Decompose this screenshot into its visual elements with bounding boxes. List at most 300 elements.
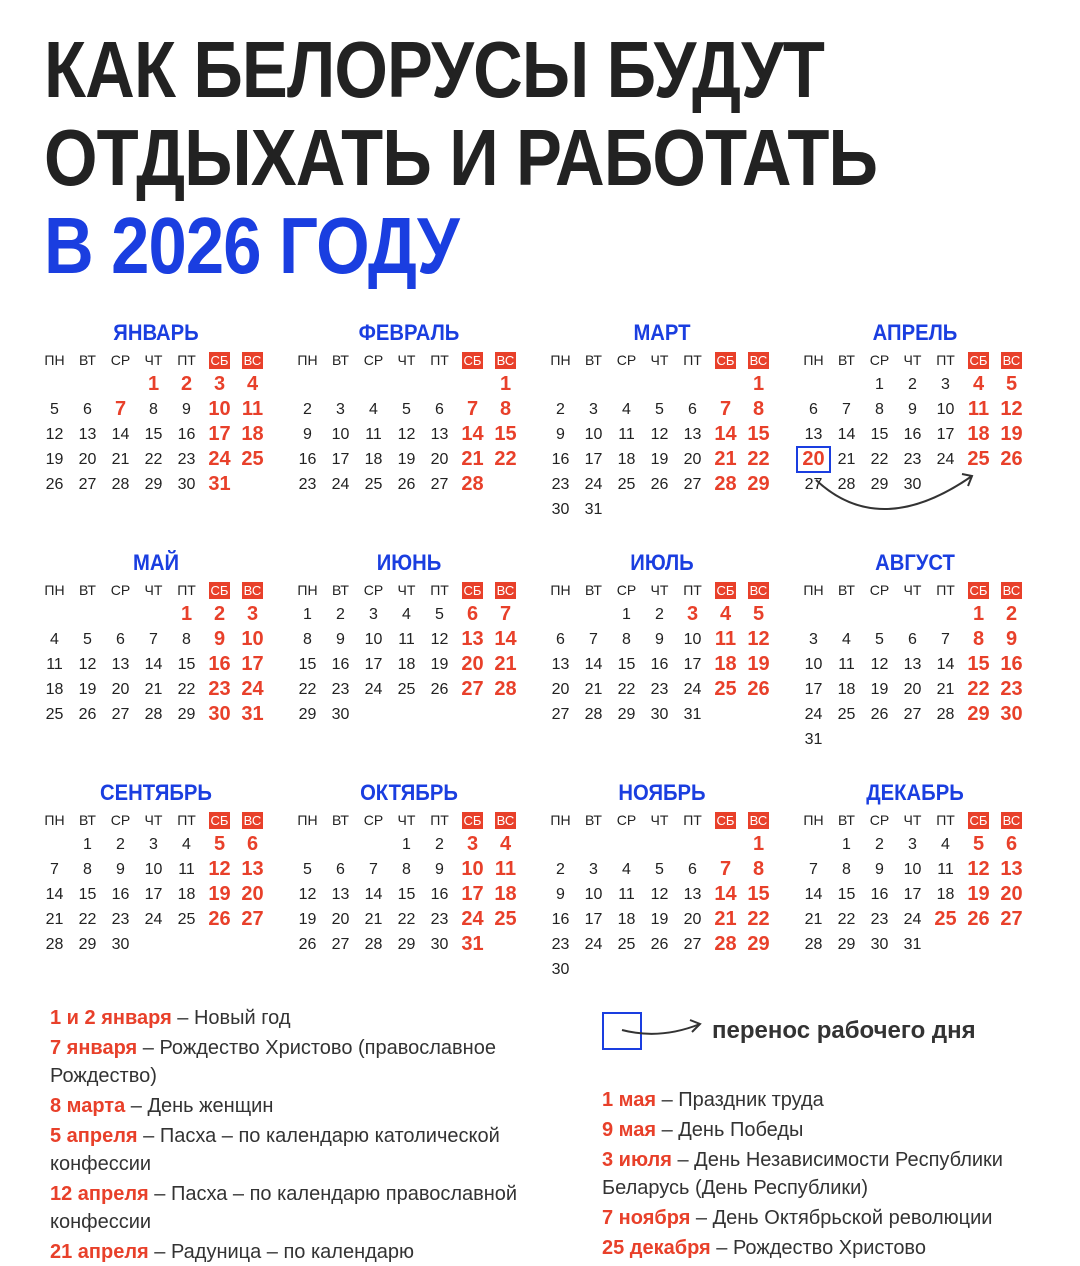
day-cell: 26 xyxy=(45,476,64,493)
day-cell: 14 xyxy=(714,423,737,445)
day-cell: 2 xyxy=(116,836,125,853)
day-cell: 4 xyxy=(972,373,985,395)
day-cell: 9 xyxy=(655,631,664,648)
day-cell: 30 xyxy=(208,703,231,725)
day-cell: 2 xyxy=(908,376,917,393)
day-cell: 21 xyxy=(45,911,64,928)
holiday-text: – Пасха – по календарю католической конфессии xyxy=(50,1125,500,1175)
day-cell: 16 xyxy=(551,911,570,928)
day-cell: 19 xyxy=(967,883,990,905)
day-cell: 18 xyxy=(837,681,856,698)
day-cell: 22 xyxy=(494,448,517,470)
day-cell: 7 xyxy=(719,398,732,420)
day-cell: 11 xyxy=(967,398,990,420)
holiday-date: 1 и 2 января xyxy=(50,1007,172,1029)
weekday-header: СБ xyxy=(463,813,482,828)
day-cell: 6 xyxy=(83,401,92,418)
weekday-header: СР xyxy=(869,352,890,368)
holiday-text: – Рождество Христово xyxy=(710,1237,926,1259)
day-cell: 2 xyxy=(655,606,664,623)
day-cell: 17 xyxy=(331,451,350,468)
day-cell: 26 xyxy=(78,706,97,723)
transfer-label: перенос рабочего дня xyxy=(712,1017,976,1044)
day-cell: 27 xyxy=(430,476,449,493)
day-cell: 2 xyxy=(556,401,565,418)
day-cell: 8 xyxy=(752,398,765,420)
holiday-text: – Новый год xyxy=(171,1007,291,1029)
day-cell: 10 xyxy=(936,401,955,418)
day-cell: 21 xyxy=(837,451,856,468)
day-cell: 27 xyxy=(78,476,97,493)
day-cell: 17 xyxy=(584,911,603,928)
day-cell: 31 xyxy=(683,706,702,723)
day-cell: 18 xyxy=(177,886,196,903)
day-cell: 24 xyxy=(584,476,603,493)
day-cell: 21 xyxy=(804,911,823,928)
day-cell: 3 xyxy=(149,836,158,853)
day-cell: 19 xyxy=(650,911,669,928)
month-name: НОЯБРЬ xyxy=(618,780,706,805)
day-cell: 13 xyxy=(331,886,350,903)
day-cell: 14 xyxy=(714,883,737,905)
holiday-text: – День женщин xyxy=(125,1095,274,1117)
day-cell: 20 xyxy=(683,911,702,928)
day-cell: 19 xyxy=(208,883,231,905)
day-cell: 19 xyxy=(78,681,97,698)
day-cell: 13 xyxy=(683,426,702,443)
weekday-header: ЧТ xyxy=(903,812,922,828)
day-cell: 25 xyxy=(177,911,196,928)
day-cell: 22 xyxy=(837,911,856,928)
weekday-header: ПН xyxy=(297,352,318,368)
holiday-date: 3 июля xyxy=(602,1149,672,1171)
day-cell: 26 xyxy=(967,908,990,930)
day-cell: 15 xyxy=(144,426,163,443)
day-cell: 22 xyxy=(870,451,889,468)
day-cell: 1 xyxy=(83,836,92,853)
day-cell: 24 xyxy=(331,476,350,493)
day-cell: 9 xyxy=(556,886,565,903)
holiday-item xyxy=(602,1234,1062,1262)
day-cell: 8 xyxy=(499,398,512,420)
weekday-header: СБ xyxy=(210,583,229,598)
weekday-header: ПН xyxy=(297,812,318,828)
day-cell: 4 xyxy=(402,606,411,623)
day-cell: 4 xyxy=(842,631,851,648)
holiday-text: – День Независимости Республики Беларусь (День Республики) xyxy=(602,1149,1003,1199)
day-cell: 27 xyxy=(241,908,264,930)
holiday-date: 7 января xyxy=(50,1037,138,1059)
day-cell: 11 xyxy=(241,398,264,420)
weekday-header: ПТ xyxy=(177,812,196,828)
month-name: АПРЕЛЬ xyxy=(872,320,958,345)
weekday-header: ПТ xyxy=(430,352,449,368)
holiday-item xyxy=(602,1146,1062,1202)
weekday-header: ВС xyxy=(749,583,768,598)
day-cell: 26 xyxy=(208,908,231,930)
day-cell: 4 xyxy=(499,833,512,855)
month-2 xyxy=(291,318,527,497)
day-cell: 11 xyxy=(937,861,954,878)
day-cell: 12 xyxy=(78,656,97,673)
day-cell: 28 xyxy=(584,706,603,723)
title-line-3: В 2026 ГОДУ xyxy=(44,201,459,290)
weekday-header: ПТ xyxy=(936,582,955,598)
day-cell: 2 xyxy=(213,603,226,625)
day-cell: 25 xyxy=(934,908,957,930)
month-name: ОКТЯБРЬ xyxy=(360,780,458,805)
weekday-header: ЧТ xyxy=(144,582,163,598)
month-10 xyxy=(291,778,527,957)
day-cell: 11 xyxy=(618,886,635,903)
holiday-item xyxy=(50,1092,550,1120)
day-cell: 13 xyxy=(551,656,570,673)
title-line-2: ОТДЫХАТЬ И РАБОТАТЬ xyxy=(44,113,878,202)
weekday-header: СР xyxy=(616,582,637,598)
month-6 xyxy=(291,548,527,727)
day-cell: 18 xyxy=(397,656,416,673)
day-cell: 29 xyxy=(870,476,889,493)
day-cell: 5 xyxy=(402,401,411,418)
day-cell: 14 xyxy=(837,426,856,443)
day-cell: 10 xyxy=(683,631,702,648)
day-cell: 1 xyxy=(303,606,312,623)
day-cell: 27 xyxy=(1000,908,1023,930)
day-cell: 24 xyxy=(683,681,702,698)
weekday-header: ВС xyxy=(749,813,768,828)
weekday-header: ВТ xyxy=(838,352,855,368)
weekday-header: СР xyxy=(616,812,637,828)
weekday-header: СР xyxy=(869,812,890,828)
day-cell: 1 xyxy=(842,836,851,853)
day-cell: 10 xyxy=(584,426,603,443)
day-cell: 8 xyxy=(622,631,631,648)
day-grid xyxy=(544,808,780,982)
day-cell: 25 xyxy=(837,706,856,723)
weekday-header: СБ xyxy=(463,353,482,368)
day-cell: 17 xyxy=(241,653,264,675)
day-cell: 21 xyxy=(714,448,737,470)
day-cell: 15 xyxy=(747,423,770,445)
day-cell: 9 xyxy=(116,861,125,878)
weekday-header: ПН xyxy=(44,812,65,828)
month-7 xyxy=(544,548,780,727)
weekday-header: ВТ xyxy=(838,812,855,828)
day-cell: 10 xyxy=(584,886,603,903)
day-cell: 30 xyxy=(551,961,570,978)
day-cell: 14 xyxy=(111,426,130,443)
day-cell: 24 xyxy=(364,681,383,698)
day-cell: 29 xyxy=(144,476,163,493)
day-cell: 24 xyxy=(804,706,823,723)
transfer-legend xyxy=(602,1012,976,1050)
day-cell: 29 xyxy=(747,473,770,495)
weekday-header: ПТ xyxy=(177,352,196,368)
weekday-header: СБ xyxy=(210,813,229,828)
weekday-header: ЧТ xyxy=(397,582,416,598)
month-8 xyxy=(797,548,1033,752)
day-cell: 25 xyxy=(617,476,636,493)
day-cell: 31 xyxy=(903,936,922,953)
day-cell: 8 xyxy=(972,628,985,650)
day-cell: 2 xyxy=(303,401,312,418)
weekday-header: ПН xyxy=(550,582,571,598)
weekday-header: ВС xyxy=(749,353,768,368)
day-cell: 30 xyxy=(430,936,449,953)
month-11 xyxy=(544,778,780,982)
day-cell: 3 xyxy=(336,401,345,418)
day-cell: 9 xyxy=(1005,628,1018,650)
holiday-item xyxy=(602,1204,1062,1232)
day-cell: 28 xyxy=(494,678,517,700)
holiday-text: – Пасха – по календарю православной конфессии xyxy=(50,1183,518,1233)
day-cell: 30 xyxy=(177,476,196,493)
day-cell: 13 xyxy=(903,656,922,673)
day-cell: 12 xyxy=(45,426,64,443)
day-cell: 12 xyxy=(650,886,669,903)
day-cell: 3 xyxy=(213,373,226,395)
day-grid xyxy=(38,348,274,497)
day-cell: 15 xyxy=(78,886,97,903)
day-cell: 20 xyxy=(551,681,570,698)
weekday-header: ПТ xyxy=(936,812,955,828)
day-cell: 19 xyxy=(430,656,449,673)
weekday-header: ВТ xyxy=(585,582,602,598)
weekday-header: ВС xyxy=(243,353,262,368)
day-cell: 28 xyxy=(111,476,130,493)
day-cell: 17 xyxy=(584,451,603,468)
day-cell: 30 xyxy=(331,706,350,723)
day-cell: 27 xyxy=(461,678,484,700)
day-cell: 26 xyxy=(298,936,317,953)
day-cell: 13 xyxy=(111,656,130,673)
month-4 xyxy=(797,318,1033,497)
weekday-header: СБ xyxy=(463,583,482,598)
day-grid xyxy=(544,348,780,522)
day-cell: 21 xyxy=(714,908,737,930)
day-cell: 6 xyxy=(908,631,917,648)
weekday-header: ВТ xyxy=(79,582,96,598)
day-cell: 14 xyxy=(45,886,64,903)
weekday-header: ПТ xyxy=(430,812,449,828)
day-cell: 2 xyxy=(435,836,444,853)
day-cell: 7 xyxy=(369,861,378,878)
transfer-box-icon xyxy=(602,1012,642,1050)
day-cell: 7 xyxy=(114,398,127,420)
day-cell: 1 xyxy=(402,836,411,853)
day-cell: 21 xyxy=(936,681,955,698)
holiday-text: – Праздник труда xyxy=(656,1089,824,1111)
day-cell: 18 xyxy=(936,886,955,903)
day-cell: 16 xyxy=(903,426,922,443)
day-cell: 25 xyxy=(494,908,517,930)
day-cell: 22 xyxy=(617,681,636,698)
day-cell: 20 xyxy=(78,451,97,468)
weekday-header: ВС xyxy=(496,583,515,598)
month-name: ЯНВАРЬ xyxy=(113,320,199,345)
day-cell: 16 xyxy=(331,656,350,673)
weekday-header: ПН xyxy=(44,582,65,598)
day-cell: 5 xyxy=(875,631,884,648)
day-cell: 21 xyxy=(144,681,163,698)
day-cell: 2 xyxy=(1005,603,1018,625)
weekday-header: СР xyxy=(363,352,384,368)
day-cell: 28 xyxy=(364,936,383,953)
day-cell: 23 xyxy=(551,476,570,493)
holiday-text: – День Октябрьской революции xyxy=(690,1207,993,1229)
weekday-header: СР xyxy=(110,582,131,598)
day-cell: 4 xyxy=(50,631,59,648)
day-cell: 23 xyxy=(298,476,317,493)
day-cell: 12 xyxy=(967,858,990,880)
day-cell: 19 xyxy=(298,911,317,928)
holiday-date: 21 апреля xyxy=(50,1241,149,1263)
day-cell: 24 xyxy=(144,911,163,928)
holiday-list-left xyxy=(50,1004,550,1266)
day-cell: 25 xyxy=(364,476,383,493)
day-cell: 27 xyxy=(111,706,130,723)
day-cell: 4 xyxy=(622,401,631,418)
day-cell: 22 xyxy=(78,911,97,928)
day-cell: 2 xyxy=(180,373,193,395)
day-cell: 16 xyxy=(870,886,889,903)
day-cell: 3 xyxy=(908,836,917,853)
day-cell: 9 xyxy=(336,631,345,648)
day-cell: 19 xyxy=(45,451,64,468)
day-cell: 10 xyxy=(331,426,350,443)
day-cell: 14 xyxy=(461,423,484,445)
day-cell: 7 xyxy=(466,398,479,420)
day-cell: 11 xyxy=(618,426,635,443)
day-cell: 30 xyxy=(551,501,570,518)
day-cell: 26 xyxy=(397,476,416,493)
day-cell: 9 xyxy=(875,861,884,878)
day-cell: 15 xyxy=(967,653,990,675)
day-cell: 18 xyxy=(45,681,64,698)
day-cell: 13 xyxy=(430,426,449,443)
day-cell: 3 xyxy=(466,833,479,855)
holiday-date: 8 марта xyxy=(50,1095,126,1117)
day-cell: 20 xyxy=(241,883,264,905)
day-cell: 10 xyxy=(461,858,484,880)
day-cell: 10 xyxy=(241,628,264,650)
weekday-header: ПТ xyxy=(683,582,702,598)
day-cell: 1 xyxy=(180,603,193,625)
day-cell: 29 xyxy=(837,936,856,953)
day-cell: 10 xyxy=(364,631,383,648)
day-cell: 1 xyxy=(622,606,631,623)
day-cell: 5 xyxy=(435,606,444,623)
day-cell: 16 xyxy=(650,656,669,673)
day-grid xyxy=(797,578,1033,752)
day-grid xyxy=(797,348,1033,497)
day-cell: 28 xyxy=(804,936,823,953)
day-cell: 26 xyxy=(870,706,889,723)
day-cell: 15 xyxy=(397,886,416,903)
day-cell: 19 xyxy=(1000,423,1023,445)
day-cell: 12 xyxy=(430,631,449,648)
day-cell: 28 xyxy=(837,476,856,493)
weekday-header: ПН xyxy=(550,352,571,368)
day-cell: 20 xyxy=(1000,883,1023,905)
day-grid xyxy=(291,808,527,957)
day-cell: 25 xyxy=(45,706,64,723)
weekday-header: ВТ xyxy=(79,352,96,368)
day-cell: 27 xyxy=(683,476,702,493)
day-cell: 22 xyxy=(144,451,163,468)
weekday-header: ВС xyxy=(496,353,515,368)
day-cell: 6 xyxy=(336,861,345,878)
weekday-header: СР xyxy=(363,812,384,828)
weekday-header: ВТ xyxy=(585,352,602,368)
day-cell: 26 xyxy=(747,678,770,700)
day-cell: 6 xyxy=(809,401,818,418)
day-cell: 12 xyxy=(208,858,231,880)
day-cell: 20 xyxy=(683,451,702,468)
weekday-header: ВТ xyxy=(332,352,349,368)
weekday-header: ПН xyxy=(803,352,824,368)
day-cell: 15 xyxy=(298,656,317,673)
weekday-header: ЧТ xyxy=(144,352,163,368)
day-cell: 22 xyxy=(397,911,416,928)
title-block xyxy=(44,26,1064,290)
day-cell: 17 xyxy=(936,426,955,443)
day-cell: 5 xyxy=(655,861,664,878)
day-cell: 5 xyxy=(972,833,985,855)
day-cell: 8 xyxy=(842,861,851,878)
day-cell: 24 xyxy=(903,911,922,928)
day-cell: 27 xyxy=(683,936,702,953)
weekday-header: СБ xyxy=(716,583,735,598)
day-cell: 3 xyxy=(246,603,259,625)
month-name: ДЕКАБРЬ xyxy=(866,780,964,805)
weekday-header: ПТ xyxy=(683,352,702,368)
day-cell: 12 xyxy=(747,628,770,650)
weekday-header: ПТ xyxy=(683,812,702,828)
day-cell: 1 xyxy=(972,603,985,625)
day-cell: 18 xyxy=(714,653,737,675)
weekday-header: ПТ xyxy=(430,582,449,598)
day-cell: 10 xyxy=(804,656,823,673)
day-cell: 4 xyxy=(369,401,378,418)
title-line-1: КАК БЕЛОРУСЫ БУДУТ xyxy=(44,25,825,114)
day-cell: 24 xyxy=(584,936,603,953)
weekday-header: ВТ xyxy=(585,812,602,828)
day-cell: 6 xyxy=(688,861,697,878)
month-3 xyxy=(544,318,780,522)
day-cell: 3 xyxy=(941,376,950,393)
day-cell: 4 xyxy=(941,836,950,853)
day-grid xyxy=(291,348,527,497)
day-cell: 22 xyxy=(177,681,196,698)
weekday-header: ПН xyxy=(803,812,824,828)
day-cell: 5 xyxy=(655,401,664,418)
day-cell: 18 xyxy=(617,451,636,468)
day-cell: 9 xyxy=(213,628,226,650)
weekday-header: СР xyxy=(363,582,384,598)
month-name: ФЕВРАЛЬ xyxy=(358,320,460,345)
weekday-header: ЧТ xyxy=(144,812,163,828)
day-cell: 22 xyxy=(747,908,770,930)
holiday-text: – День Победы xyxy=(656,1119,804,1141)
day-cell: 1 xyxy=(147,373,160,395)
day-cell: 10 xyxy=(208,398,231,420)
day-cell: 16 xyxy=(551,451,570,468)
day-cell: 9 xyxy=(435,861,444,878)
weekday-header: СБ xyxy=(969,583,988,598)
holiday-item xyxy=(602,1116,1062,1144)
day-cell: 6 xyxy=(466,603,479,625)
